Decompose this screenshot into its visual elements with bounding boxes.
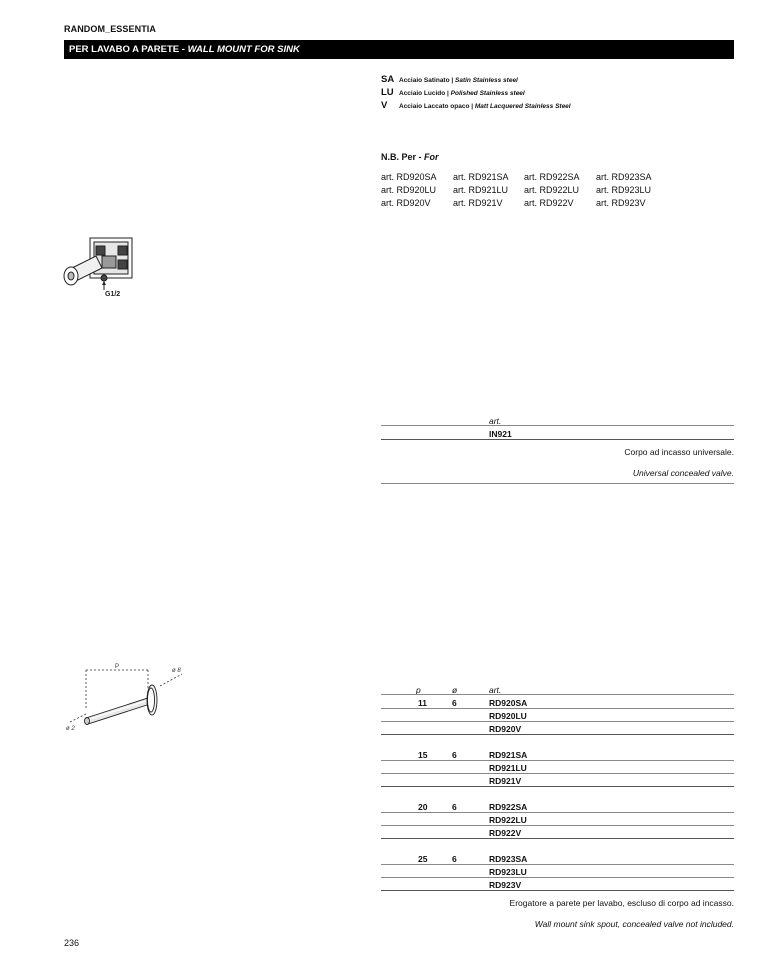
divider <box>381 694 734 695</box>
finish-row-v <box>381 99 571 112</box>
spout-code: RD922V <box>489 828 522 838</box>
spout-diameter: 6 <box>452 854 457 864</box>
divider <box>381 773 734 774</box>
compat-article: art. RD922SA <box>524 172 580 182</box>
divider <box>381 483 734 484</box>
divider <box>381 786 734 787</box>
divider <box>381 825 734 826</box>
spout-rosette-face <box>148 688 155 712</box>
valve-article-code: IN921 <box>489 429 512 439</box>
spout-code: RD923V <box>489 880 522 890</box>
compat-column <box>524 171 596 210</box>
spout-code: RD921LU <box>489 763 527 773</box>
compat-article: art. RD920LU <box>381 185 437 195</box>
compat-article: art. RD921LU <box>453 185 509 195</box>
compat-article: art. RD921V <box>453 198 503 208</box>
spout-code: RD922SA <box>489 802 528 812</box>
spout-code: RD920V <box>489 724 522 734</box>
header-diameter: ø <box>452 685 458 695</box>
divider <box>381 890 734 891</box>
divider <box>381 439 734 440</box>
divider <box>381 864 734 865</box>
divider <box>381 708 734 709</box>
spout-code: RD921V <box>489 776 522 786</box>
banner-italian: PER LAVABO A PARETE - <box>69 44 188 55</box>
divider <box>381 838 734 839</box>
dimension-label-p: P <box>115 664 120 670</box>
compat-article: art. RD921SA <box>453 172 509 182</box>
finish-row-sa <box>381 73 518 86</box>
valve-description-en: Universal concealed valve. <box>632 468 734 478</box>
compat-column <box>453 171 525 210</box>
dimension-label-diameter: ø 2 <box>66 726 75 732</box>
divider <box>381 734 734 735</box>
finish-italian: Acciaio Satinato | <box>399 77 455 84</box>
finish-english: Satin Stainless steel <box>455 77 518 84</box>
header-art: art. <box>489 685 502 695</box>
banner-english: WALL MOUNT FOR SINK <box>187 44 300 55</box>
compat-article: art. RD923SA <box>596 172 652 182</box>
page-number: 236 <box>64 938 80 948</box>
finish-italian: Acciaio Lucido | <box>399 90 451 97</box>
spout-description-en: Wall mount sink spout, concealed valve not included. <box>534 919 734 929</box>
dimension-line-diameter <box>70 714 86 722</box>
section-banner <box>64 40 734 59</box>
spout-code: RD920SA <box>489 698 528 708</box>
spout-highlight <box>87 700 149 720</box>
valve-inlet-arrow <box>102 281 106 285</box>
spout-length: 25 <box>418 854 428 864</box>
spout-code: RD922LU <box>489 815 527 825</box>
compat-column <box>381 171 453 210</box>
compat-article: art. RD922V <box>524 198 574 208</box>
spout-drawing <box>60 660 190 740</box>
spout-code: RD920LU <box>489 711 527 721</box>
spout-code: RD923LU <box>489 867 527 877</box>
valve-cartridge-center <box>68 272 74 280</box>
spout-diameter: 6 <box>452 698 457 708</box>
finish-english: Matt Lacquered Stainless Steel <box>474 103 571 110</box>
valve-fitting <box>96 246 105 255</box>
compat-article: art. RD920SA <box>381 172 437 182</box>
valve-fitting <box>118 260 127 269</box>
finish-english: Polished Stainless steel <box>450 90 525 97</box>
finish-code: LU <box>381 87 394 98</box>
compat-article: art. RD923LU <box>596 185 652 195</box>
compat-article: art. RD923V <box>596 198 646 208</box>
compat-article: art. RD922LU <box>524 185 580 195</box>
divider <box>381 760 734 761</box>
finish-row-lu <box>381 86 525 99</box>
valve-fitting <box>118 246 127 255</box>
compat-article: art. RD920V <box>381 198 431 208</box>
finish-code: V <box>381 100 388 111</box>
header-p: p <box>416 685 421 695</box>
spout-outlet <box>85 718 90 725</box>
spout-code: RD921SA <box>489 750 528 760</box>
spout-diameter: 6 <box>452 802 457 812</box>
compat-column <box>596 171 668 210</box>
nb-heading <box>381 152 439 162</box>
nb-label-english: For <box>424 152 439 162</box>
valve-inlet <box>101 275 107 281</box>
valve-description-it: Corpo ad incasso universale. <box>624 447 734 457</box>
valve-inlet-label: G1/2 <box>105 291 121 298</box>
spout-length: 15 <box>418 750 428 760</box>
spout-diameter: 6 <box>452 750 457 760</box>
divider <box>381 812 734 813</box>
finish-italian: Acciaio Laccato opaco | <box>399 103 475 110</box>
spout-pipe <box>86 698 150 724</box>
spout-code: RD923SA <box>489 854 528 864</box>
divider <box>381 721 734 722</box>
finish-code: SA <box>381 74 395 85</box>
brand-title: RANDOM_ESSENTIA <box>64 24 157 34</box>
spout-description-it: Erogatore a parete per lavabo, escluso di corpo ad incasso. <box>509 898 734 908</box>
nb-label: N.B. Per - <box>381 152 425 162</box>
concealed-valve-drawing <box>56 232 146 304</box>
valve-art-header: art. <box>489 416 502 426</box>
divider <box>381 425 734 426</box>
dimension-line-diameter <box>160 674 182 686</box>
valve-core <box>102 256 116 268</box>
spout-length: 11 <box>418 698 427 708</box>
dimension-label-diameter: ø 8 <box>172 668 181 674</box>
divider <box>381 877 734 878</box>
spout-length: 20 <box>418 802 428 812</box>
